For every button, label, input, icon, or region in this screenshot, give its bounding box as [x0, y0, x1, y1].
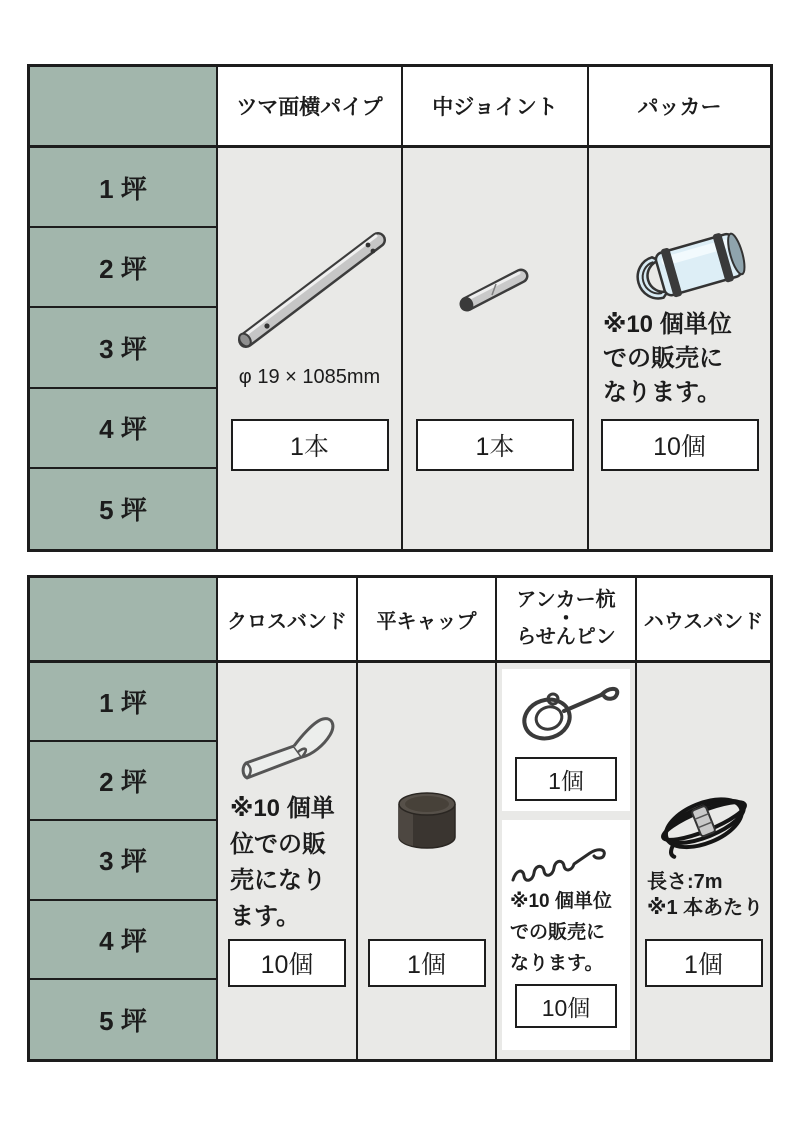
quantity-badge: 10個: [515, 984, 617, 1028]
column-header-house-band: ハウスバンド: [637, 578, 770, 663]
pipe-size-caption: φ 19 × 1085mm: [238, 366, 381, 388]
row-label: 2 坪: [30, 228, 216, 308]
quantity-badge: 10個: [228, 939, 346, 987]
cell-cross-band: [218, 663, 358, 1059]
row-label: 4 坪: [30, 901, 216, 980]
row-label: 4 坪: [30, 389, 216, 469]
row-label: 3 坪: [30, 308, 216, 388]
anchor-stake-icon: [509, 675, 623, 749]
column-header-naka-joint: 中ジョイント: [403, 67, 589, 148]
anchor-stake-panel: [502, 669, 630, 811]
cell-tsuma-pipe: [218, 148, 403, 549]
quantity-badge: 1個: [515, 757, 617, 801]
row-label: 1 坪: [30, 148, 216, 228]
column-header-packer: パッカー: [589, 67, 770, 148]
sold-in-units-note: ※10 個単位 での販売に なります。: [603, 311, 732, 406]
sold-in-units-note: ※10 個単 位での販 売になり ます。: [230, 795, 335, 930]
cell-house-band: [637, 663, 770, 1059]
row-label: 1 坪: [30, 663, 216, 742]
band-length-note: 長さ:7m ※1 本あたり: [647, 871, 764, 919]
packer-icon: [604, 224, 756, 308]
column-header-cross-band: クロスバンド: [218, 578, 358, 663]
joint-icon: [449, 258, 541, 320]
cell-flat-cap: [358, 663, 497, 1059]
cell-anchor-pin: [497, 663, 637, 1059]
spiral-pin-panel: [502, 820, 630, 1050]
column-header-tsuma-pipe: ツマ面横パイプ: [218, 67, 403, 148]
quantity-badge: 10個: [601, 419, 759, 471]
cell-naka-joint: [403, 148, 589, 549]
spiral-pin-icon: [507, 834, 625, 886]
long-pipe-icon: [226, 212, 394, 362]
corner-cell: [30, 578, 218, 663]
quantity-badge: 1本: [231, 419, 389, 471]
row-label: 3 坪: [30, 821, 216, 900]
corner-cell: [30, 67, 218, 148]
quantity-badge: 1本: [416, 419, 574, 471]
sold-in-units-note: ※10 個単位 での販売に なります。: [510, 891, 612, 974]
row-label: 5 坪: [30, 980, 216, 1059]
flat-cap-icon: [391, 789, 463, 855]
row-label: 5 坪: [30, 469, 216, 549]
house-band-icon: [647, 781, 761, 861]
parts-table-bottom: [27, 575, 773, 1062]
row-label: 2 坪: [30, 742, 216, 821]
quantity-badge: 1個: [645, 939, 763, 987]
quantity-badge: 1個: [368, 939, 486, 987]
tsubo-row-labels: [30, 148, 218, 549]
parts-table-top: [27, 64, 773, 552]
column-header-anchor-pin: アンカー杭 ・ らせんピン: [497, 578, 637, 663]
cell-packer: [589, 148, 770, 549]
tsubo-row-labels: [30, 663, 218, 1059]
cross-band-icon: [230, 707, 344, 791]
column-header-flat-cap: 平キャップ: [358, 578, 497, 663]
